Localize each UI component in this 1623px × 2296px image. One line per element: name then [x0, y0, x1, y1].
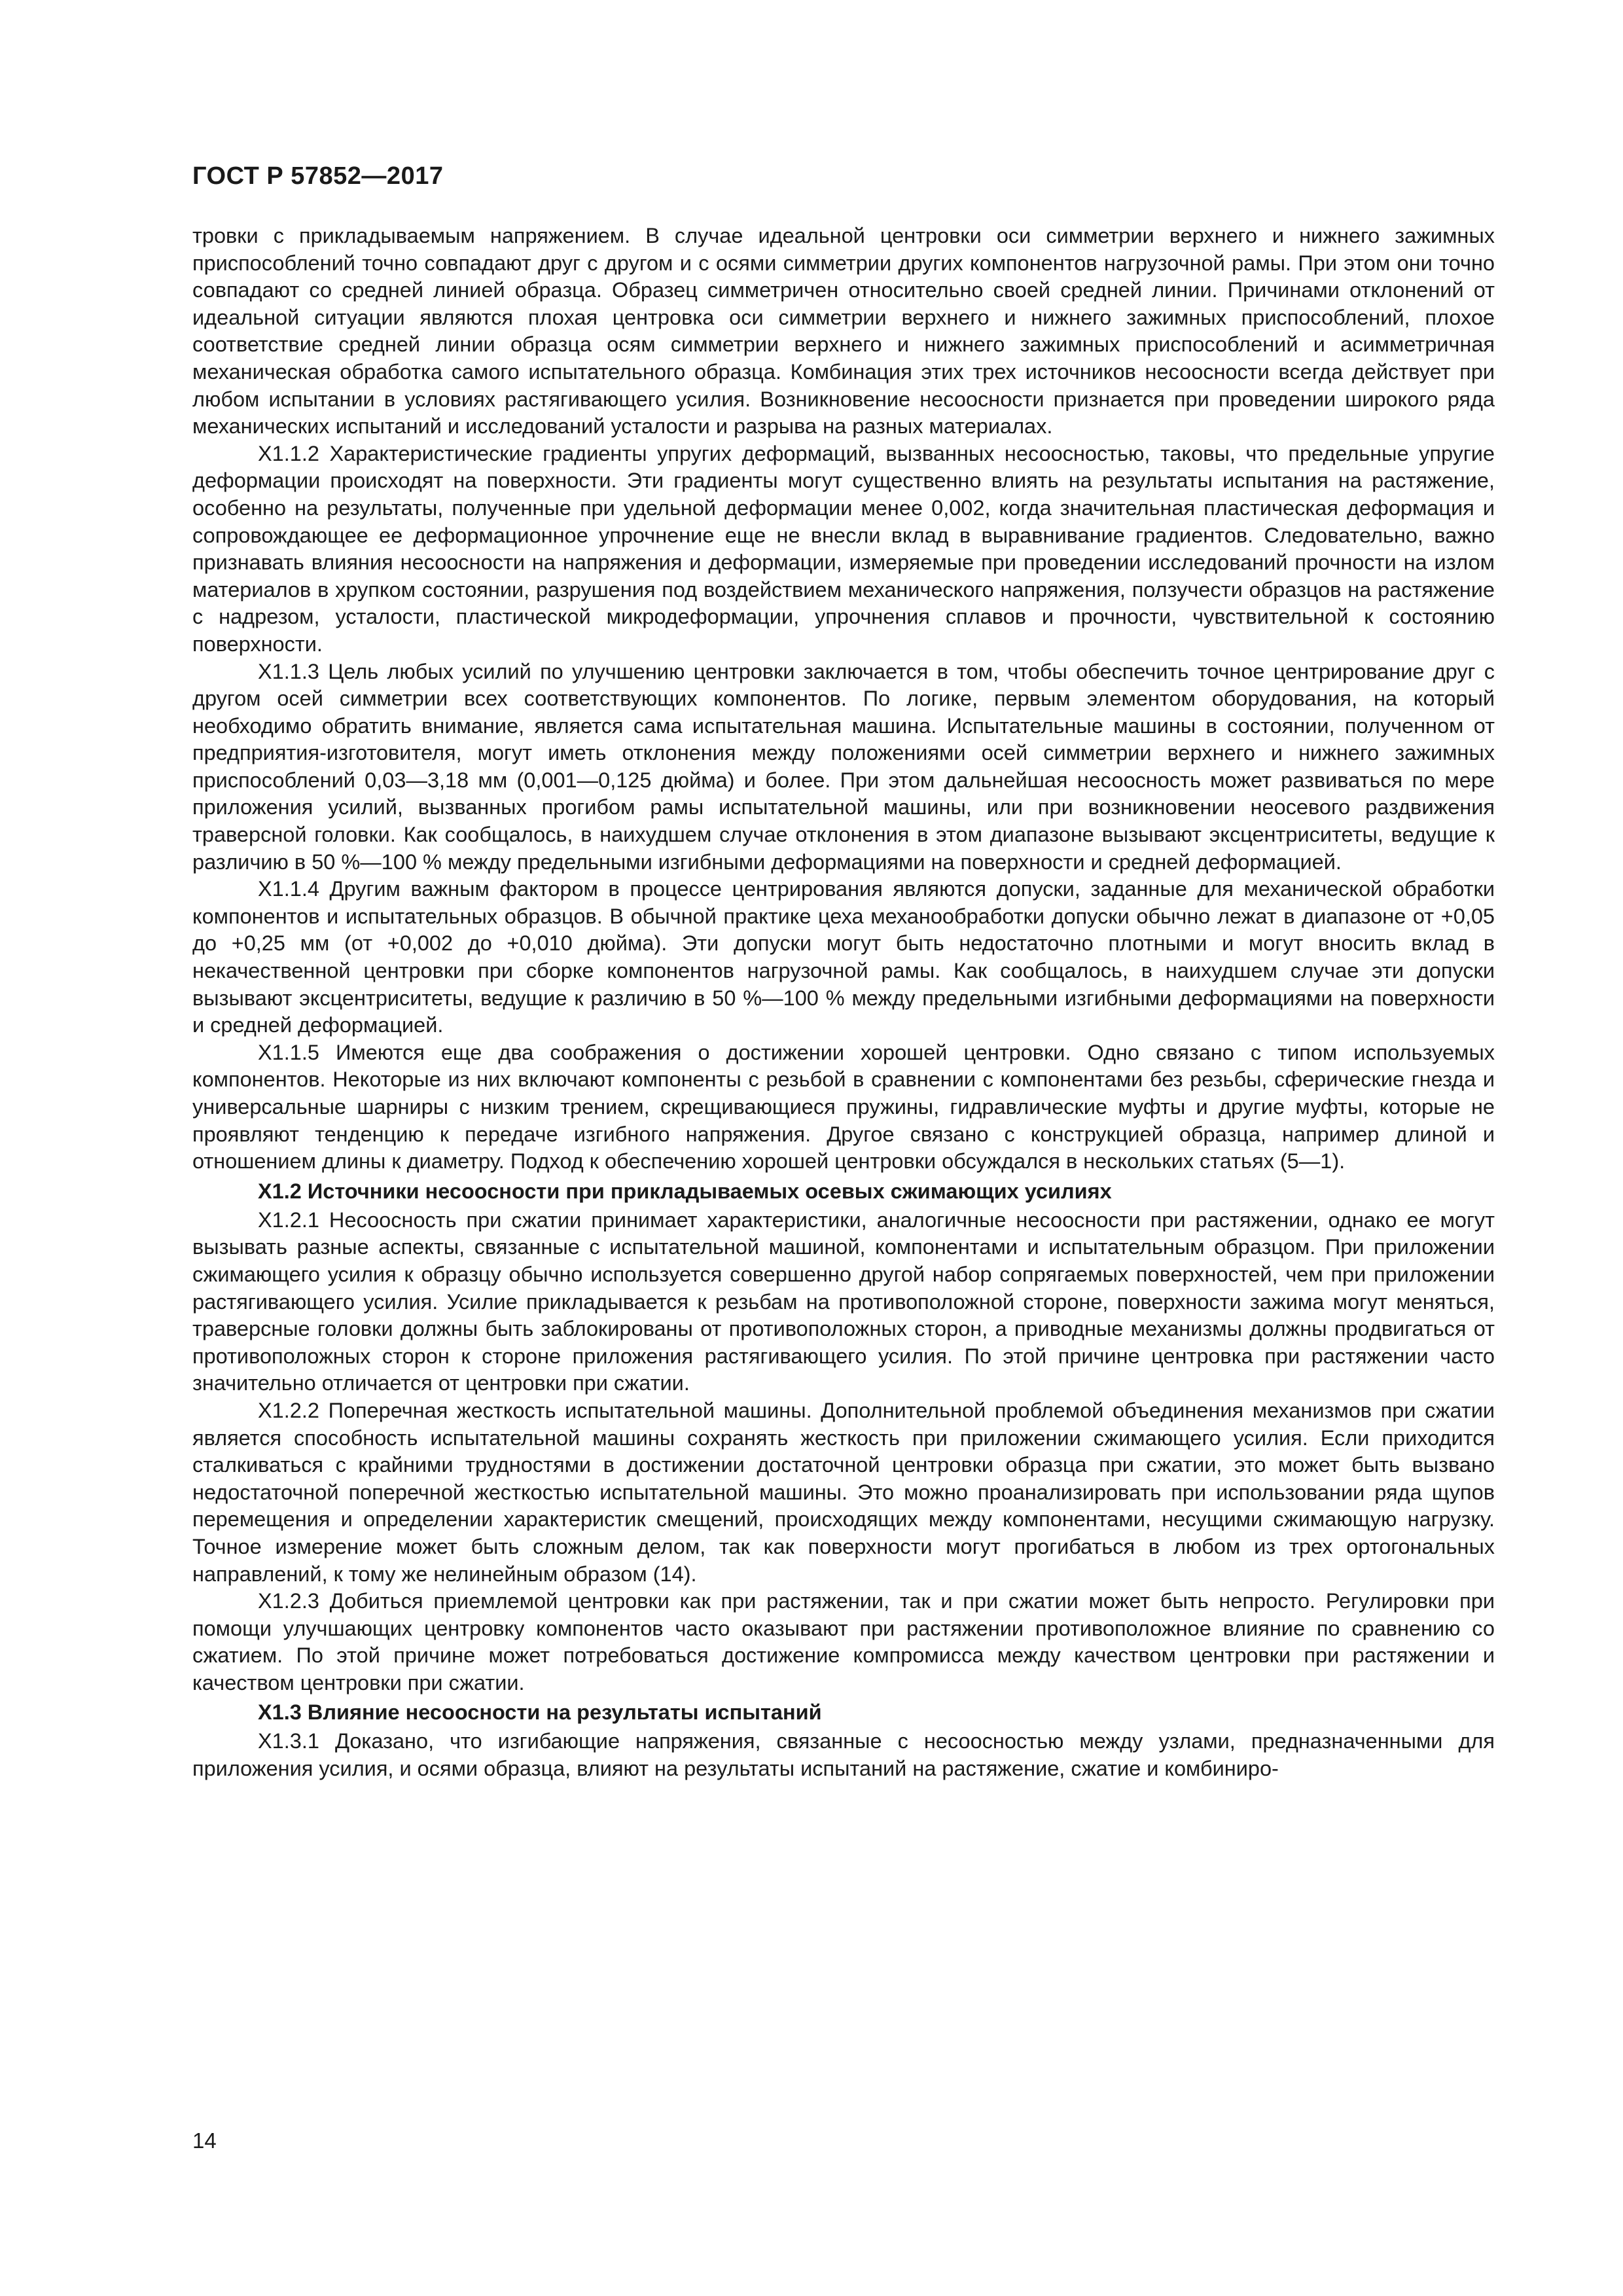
- paragraph-continuation: тровки с прикладываемым напряжением. В случае идеальной центровки оси симметрии верхнего и нижнего зажимных приспособлений точно совпадают друг с другом и с осями симметрии других компонентов нагрузочной рамы. При этом они точно совпадают со средней линией образца. Образец симметричен относительно своей средней линии. Причинами отклонений от идеальной ситуации являются плохая центровка оси симметрии верхнего и нижнего зажимных приспособлений, плохое соответствие средней линии образца осям симметрии верхнего и нижнего зажимных приспособлений и асимметричная механическая обработка самого испытательного образца. Комбинация этих трех источников несоосности всегда действует при любом испытании в условиях растягивающего усилия. Возникновение несоосности признается при проведении широкого ряда механических испытаний и исследований усталости и разрыва на разных материалах.: [192, 224, 1495, 439]
- paragraph-x1-2-2: Х1.2.2 Поперечная жесткость испытательной машины. Дополнительной проблемой объединения механизмов при сжатии является способность испытательной машины сохранять жесткость при приложении сжимающего усилия. Если приходится сталкиваться с крайними трудностями в достижении достаточной центровки образца при сжатии, это может быть вызвано недостаточной поперечной жесткостью испытательной машины. Это можно проанализировать при использовании ряда щупов перемещения и определении характеристик смещений, происходящих между компонентами, несущими сжимающую нагрузку. Точное измерение может быть сложным делом, так как поверхности могут прогибаться в любом из трех ортогональных направлений, к тому же нелинейным образом (14).: [192, 1398, 1495, 1586]
- document-body: [192, 223, 1495, 1783]
- paragraph-x1-1-4: Х1.1.4 Другим важным фактором в процессе центрирования являются допуски, заданные для механической обработки компонентов и испытательных образцов. В обычной практике цеха механообработки допуски обычно лежат в диапазоне от +0,05 до +0,25 мм (от +0,002 до +0,010 дюйма). Эти допуски могут быть недостаточно плотными и могут вносить вклад в некачественной центровки при сборке компонентов нагрузочной рамы. Как сообщалось, в наихудшем случае эти допуски вызывают эксцентриситеты, ведущие к различию в 50 %—100 % между предельными изгибными деформациями на поверхности и средней деформацией.: [192, 877, 1495, 1037]
- paragraph-x1-1-3: Х1.1.3 Цель любых усилий по улучшению центровки заключается в том, чтобы обеспечить точное центрирование друг с другом осей симметрии всех соответствующих компонентов. По логике, первым элементом оборудования, на который необходимо обратить внимание, является сама испытательная машина. Испытательные машины в состоянии, полученном от предприятия-изготовителя, могут иметь отклонения между положениями осей симметрии верхнего и нижнего зажимных приспособлений 0,03—3,18 мм (0,001—0,125 дюйма) и более. При этом дальнейшая несоосность может развиваться по мере приложения усилий, вызванных прогибом рамы испытательной машины, или при возникновении неосевого раздвижения траверсной головки. Как сообщалось, в наихудшем случае отклонения в этом диапазоне вызывают эксцентриситеты, ведущие к различию в 50 %—100 % между предельными изгибными деформациями на поверхности и средней деформацией.: [192, 659, 1495, 874]
- paragraph-x1-2-3: Х1.2.3 Добиться приемлемой центровки как при растяжении, так и при сжатии может быть непросто. Регулировки при помощи улучшающих центровку компонентов часто оказывают при растяжении противоположное влияние по сравнению со сжатием. По этой причине может потребоваться достижение компромисса между качеством центровки при растяжении и качеством центровки при сжатии.: [192, 1589, 1495, 1695]
- paragraph-x1-1-2: Х1.1.2 Характеристические градиенты упругих деформаций, вызванных несоосностью, таковы, что предельные упругие деформации происходят на поверхности. Эти градиенты могут существенно влиять на результаты испытания на растяжение, особенно на результаты, полученные при удельной деформации менее 0,002, когда значительная пластическая деформация и сопровождающее ее деформационное упрочнение еще не внесли вклад в выравнивание градиентов. Следовательно, важно признавать влияния несоосности на напряжения и деформации, измеряемые при проведении исследований прочности на излом материалов в хрупком состоянии, разрушения под воздействием механического напряжения, ползучести образцов на растяжение с надрезом, усталости, пластической микродеформации, упрочнения сплавов и прочности, чувствительной к состоянию поверхности.: [192, 441, 1495, 656]
- page-number: 14: [192, 2128, 217, 2153]
- section-heading-x1-2: Х1.2 Источники несоосности при прикладываемых осевых сжимающих усилиях: [258, 1179, 1112, 1203]
- paragraph-x1-1-5: Х1.1.5 Имеются еще два соображения о достижении хорошей центровки. Одно связано с типом используемых компонентов. Некоторые из них включают компоненты с резьбой в сравнении с компонентами без резьбы, сферические гнезда и универсальные шарниры с низким трением, скрещивающиеся пружины, гидравлические муфты и другие муфты, которые не проявляют тенденцию к передаче изгибного напряжения. Другое связано с конструкцией образца, например длиной и отношением длины к диаметру. Подход к обеспечению хорошей центровки обсуждался в нескольких статьях (5—1).: [192, 1040, 1495, 1174]
- paragraph-x1-3-1: Х1.3.1 Доказано, что изгибающие напряжения, связанные с несоосностью между узлами, предназначенными для приложения усилия, и осями образца, влияют на результаты испытаний на растяжение, сжатие и комбиниро-: [192, 1729, 1495, 1781]
- paragraph-x1-2-1: Х1.2.1 Несоосность при сжатии принимает характеристики, аналогичные несоосности при растяжении, однако ее могут вызывать разные аспекты, связанные с испытательной машиной, компонентами и испытательным образцом. При приложении сжимающего усилия к образцу обычно используется совершенно другой набор сопрягаемых поверхностей, чем при приложении растягивающего усилия. Усилие прикладывается к резьбам на противоположной стороне, поверхности зажима могут меняться, траверсные головки должны быть заблокированы от противоположных сторон, а приводные механизмы должны продвигаться от противоположных сторон к стороне приложения растягивающего усилия. По этой причине центровка при растяжении часто значительно отличается от центровки при сжатии.: [192, 1208, 1495, 1395]
- document-code: ГОСТ Р 57852—2017: [192, 162, 444, 190]
- section-heading-x1-3: Х1.3 Влияние несоосности на результаты испытаний: [258, 1700, 822, 1725]
